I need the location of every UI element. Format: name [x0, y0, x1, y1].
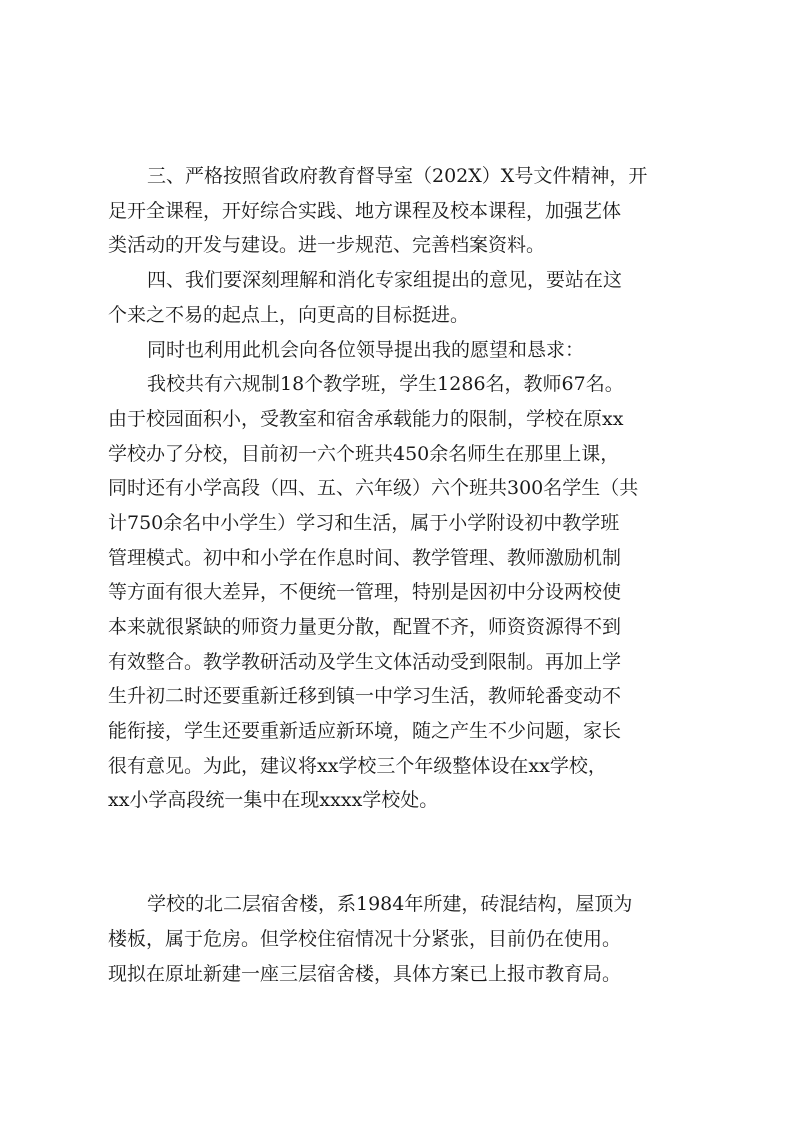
paragraph-4-line-10: 生升初二时还要重新迁移到镇一中学习生活，教师轮番变动不 [108, 685, 622, 707]
paragraph-4-line-8: 本来就很紧缺的师资力量更分散，配置不齐，师资资源得不到 [108, 616, 622, 638]
paragraph-1-line-1: 三、严格按照省政府教育督导室（202X）X号文件精神，开 [147, 165, 648, 187]
paragraph-4-line-9: 有效整合。教学教研活动及学生文体活动受到限制。再加上学 [108, 651, 622, 673]
paragraph-3-line-1: 同时也利用此机会向各位领导提出我的愿望和恳求： [147, 339, 585, 361]
paragraph-4-line-13: xx小学高段统一集中在现xxxx学校处。 [108, 789, 439, 811]
paragraph-5-line-2: 楼板，属于危房。但学校住宿情况十分紧张，目前仍在使用。 [108, 928, 622, 950]
paragraph-4-line-4: 同时还有小学高段（四、五、六年级）六个班共300名学生（共 [108, 477, 639, 499]
paragraph-2-line-1: 四、我们要深刻理解和消化专家组提出的意见，要站在这 [147, 269, 623, 291]
paragraph-4-line-6: 管理模式。初中和小学在作息时间、教学管理、教师激励机制 [108, 547, 622, 569]
paragraph-2-line-2: 个来之不易的起点上，向更高的目标挺进。 [108, 304, 470, 326]
paragraph-4-line-12: 很有意见。为此，建议将xx学校三个年级整体设在xx学校， [108, 755, 607, 777]
paragraph-1-line-3: 类活动的开发与建设。进一步规范、完善档案资料。 [108, 234, 546, 256]
paragraph-4-line-2: 由于校园面积小，受教室和宿舍承载能力的限制，学校在原xx [108, 408, 624, 430]
paragraph-5-line-1: 学校的北二层宿舍楼，系1984年所建，砖混结构，屋顶为 [147, 893, 633, 915]
paragraph-1-line-2: 足开全课程，开好综合实践、地方课程及校本课程，加强艺体 [108, 200, 622, 222]
paragraph-5-line-3: 现拟在原址新建一座三层宿舍楼，具体方案已上报市教育局。 [108, 963, 622, 985]
paragraph-4-line-5: 计750余名中小学生）学习和生活，属于小学附设初中教学班 [108, 512, 620, 534]
paragraph-4-line-11: 能衔接，学生还要重新适应新环境，随之产生不少问题，家长 [108, 720, 622, 742]
paragraph-4-line-1: 我校共有六规制18个教学班，学生1286名，教师67名。 [147, 373, 624, 395]
paragraph-4-line-7: 等方面有很大差异，不便统一管理，特别是因初中分设两校使 [108, 581, 622, 603]
paragraph-4-line-3: 学校办了分校，目前初一六个班共450余名师生在那里上课， [108, 443, 620, 465]
